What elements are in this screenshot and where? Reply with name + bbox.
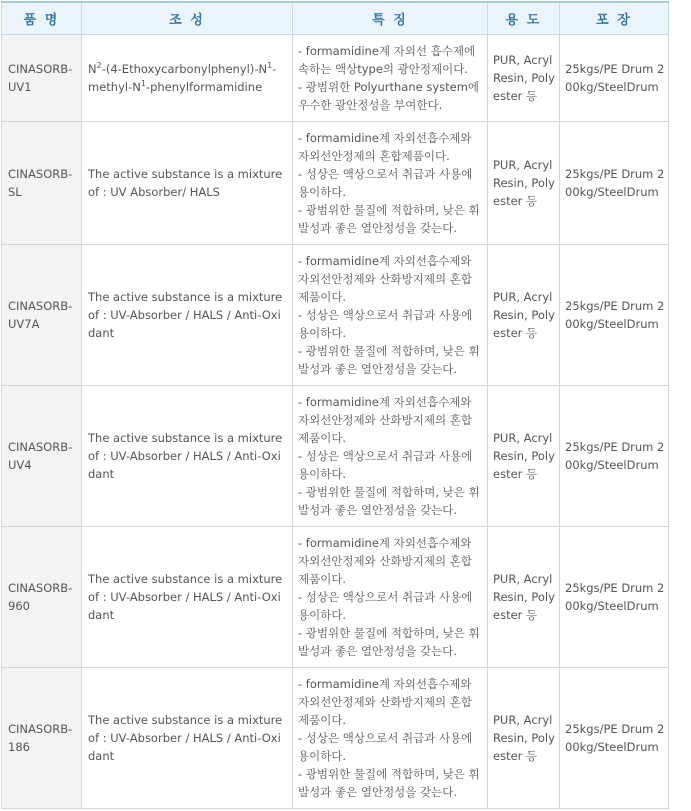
composition-text: N	[88, 62, 97, 76]
feature-line: - 광범위한 물질에 적합하며, 낮은 휘발성과 좋은 열안정성을 갖는다.	[298, 767, 480, 799]
product-packaging: 25kgs/PE Drum 200kg/SteelDrum	[560, 245, 669, 386]
product-name: CINASORB-SL	[2, 122, 82, 245]
feature-line: - 광범위한 물질에 적합하며, 낮은 휘발성과 좋은 열안정성을 갖는다.	[298, 485, 480, 517]
composition-text: -phenylformamidine	[145, 80, 263, 94]
header-use: 용 도	[488, 2, 560, 35]
table-row	[2, 122, 669, 245]
product-name: CINASORB-960	[2, 527, 82, 668]
product-composition: The active substance is a mixture of : UV-Absorber / HALS / Anti-Oxidant	[82, 527, 293, 668]
product-name: CINASORB-UV7A	[2, 245, 82, 386]
composition-superscript: 1	[140, 79, 146, 89]
feature-line: - 광범위한 물질에 적합하며, 낮은 휘발성과 좋은 열안정성을 갖는다.	[298, 203, 480, 235]
product-use: PUR, Acryl Resin, Polyester 등	[488, 386, 560, 527]
product-use: PUR, Acryl Resin, Polyester 등	[488, 527, 560, 668]
product-use: PUR, Acryl Resin, Polyester 등	[488, 35, 560, 122]
product-packaging: 25kgs/PE Drum 200kg/SteelDrum	[560, 527, 669, 668]
product-composition: The active substance is a mixture of : UV-Absorber / HALS / Anti-Oxidant	[82, 386, 293, 527]
header-composition: 조 성	[82, 2, 293, 35]
table-row	[2, 527, 669, 668]
header-packaging: 포 장	[560, 2, 669, 35]
feature-line: - 성상은 액상으로서 취급과 사용에 용이하다.	[298, 590, 473, 622]
product-packaging: 25kgs/PE Drum 200kg/SteelDrum	[560, 35, 669, 122]
product-composition: The active substance is a mixture of : UV-Absorber / HALS / Anti-Oxidant	[82, 245, 293, 386]
feature-line: - formamidine계 자외선흡수제와 자외선안정제의 혼합제품이다.	[298, 131, 472, 163]
product-features	[293, 245, 488, 386]
feature-line: - formamidine계 자외선흡수제와 자외선안정제와 산화방지제의 혼합제품이다.	[298, 536, 472, 586]
product-name: CINASORB-UV4	[2, 386, 82, 527]
feature-line: - 성상은 액상으로서 취급과 사용에 용이하다.	[298, 308, 473, 340]
product-name: CINASORB-186	[2, 668, 82, 809]
table-row	[2, 35, 669, 122]
feature-line: - 성상은 액상으로서 취급과 사용에 용이하다.	[298, 449, 473, 481]
product-table	[1, 1, 669, 809]
header-features: 특 징	[293, 2, 488, 35]
product-features	[293, 122, 488, 245]
product-composition: The active substance is a mixture of : UV-Absorber / HALS / Anti-Oxidant	[82, 668, 293, 809]
table-row	[2, 245, 669, 386]
feature-line: - formamidine계 자외선 흡수제에 속하는 액상type의 광안정제이다.	[298, 44, 476, 76]
composition-superscript: 2	[96, 61, 102, 71]
table-row	[2, 386, 669, 527]
product-features	[293, 35, 488, 122]
product-composition: The active substance is a mixture of : UV Absorber/ HALS	[82, 122, 293, 245]
feature-line: - formamidine계 자외선흡수제와 자외선안정제와 산화방지제의 혼합제품이다.	[298, 677, 472, 727]
product-use: PUR, Acryl Resin, Polyester 등	[488, 668, 560, 809]
product-packaging: 25kgs/PE Drum 200kg/SteelDrum	[560, 386, 669, 527]
header-name: 품 명	[2, 2, 82, 35]
composition-text: -methyl-N	[88, 62, 277, 94]
product-packaging: 25kgs/PE Drum 200kg/SteelDrum	[560, 122, 669, 245]
feature-line: - 광범위한 Polyurthane system에 우수한 광안정성을 부여한다.	[298, 80, 480, 112]
feature-line: - 광범위한 물질에 적합하며, 낮은 휘발성과 좋은 열안정성을 갖는다.	[298, 344, 480, 376]
product-composition	[82, 35, 293, 122]
product-use: PUR, Acryl Resin, Polyester 등	[488, 245, 560, 386]
table-header-row	[2, 2, 669, 35]
product-features	[293, 386, 488, 527]
product-features	[293, 527, 488, 668]
feature-line: - 광범위한 물질에 적합하며, 낮은 휘발성과 좋은 열안정성을 갖는다.	[298, 626, 480, 658]
product-use: PUR, Acryl Resin, Polyester 등	[488, 122, 560, 245]
feature-line: - formamidine계 자외선흡수제와 자외선안정제와 산화방지제의 혼합제품이다.	[298, 395, 472, 445]
feature-line: - formamidine계 자외선흡수제와 자외선안정제와 산화방지제의 혼합제품이다.	[298, 254, 472, 304]
product-packaging: 25kgs/PE Drum 200kg/SteelDrum	[560, 668, 669, 809]
composition-text: -(4-Ethoxycarbonylphenyl)-N	[101, 62, 268, 76]
table-row	[2, 668, 669, 809]
composition-superscript: 1	[267, 61, 273, 71]
product-features	[293, 668, 488, 809]
feature-line: - 성상은 액상으로서 취급과 사용에 용이하다.	[298, 731, 473, 763]
feature-line: - 성상은 액상으로서 취급과 사용에 용이하다.	[298, 167, 473, 199]
product-name: CINASORB-UV1	[2, 35, 82, 122]
